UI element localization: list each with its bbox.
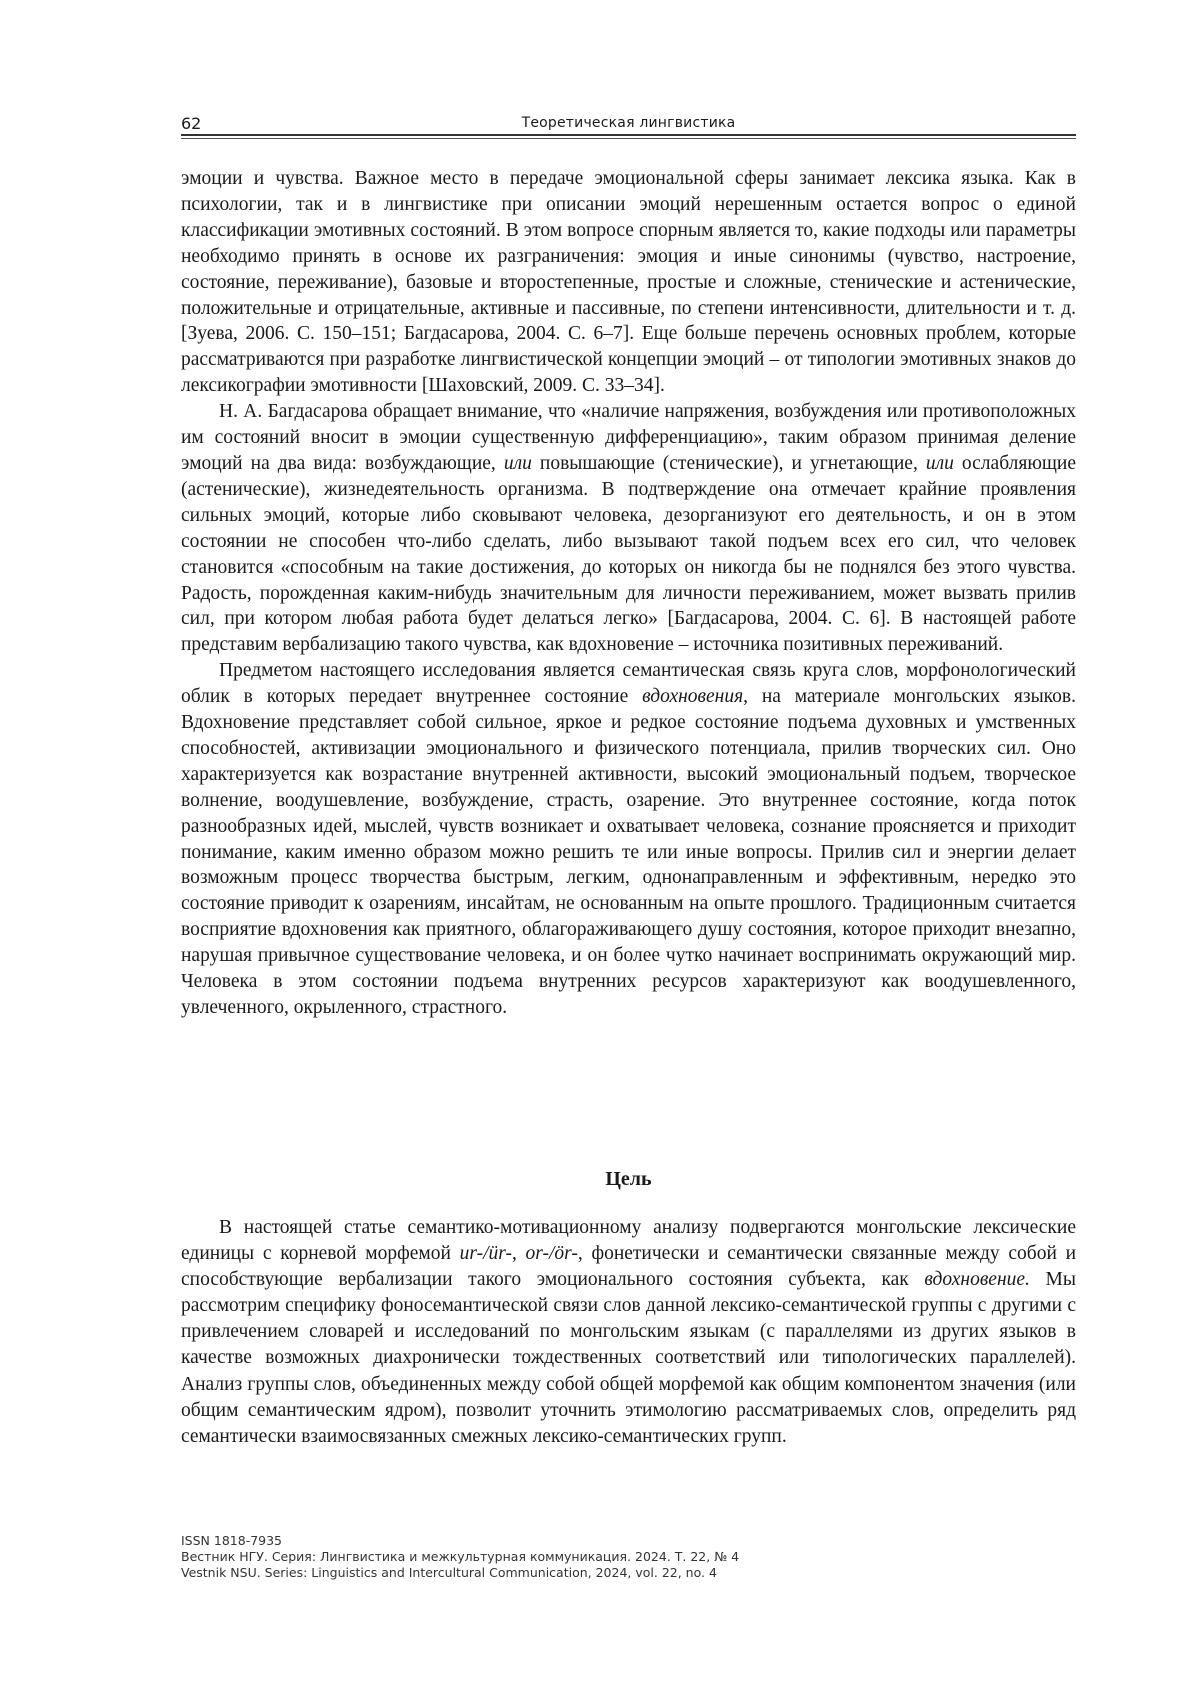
footer xyxy=(181,1533,1076,1581)
paragraph-3 xyxy=(181,658,1076,1021)
morpheme-2: or-/ör- xyxy=(526,1243,578,1264)
footer-issn: ISSN 1818-7935 xyxy=(181,1533,1076,1549)
main-text xyxy=(181,166,1076,1021)
page xyxy=(181,0,1076,1697)
paragraph-1: эмоции и чувства. Важное место в передаче эмоциональной сферы занимает лексика языка. Как в психологии, так и в лингвистике при описании эмоций нерешенным остается вопрос о единой классификации эмотивных состояний. В этом вопросе спорным является то, какие подходы или параметры необходимо принять в основе их разграничения: эмоция и иные синонимы (чувство, настроение, состояние, переживание), базовые и второстепенные, простые и сложные, стенические и астенические, положительные и отрицательные, активные и пассивные, по степени интенсивности, длительности и т. д. [Зуева, 2006. С. 150–151; Багдасарова, 2004. С. 6–7]. Еще больше перечень основных проблем, которые рассматриваются при разработке лингвистической концепции эмоций – от типологии эмотивных знаков до лексикографии эмотивности [Шаховский, 2009. С. 33–34]. xyxy=(181,166,1076,399)
paragraph-2-part-b: повышающие (стенические), и угнетающие, xyxy=(532,453,926,474)
goal-paragraph xyxy=(181,1215,1076,1450)
paragraph-2 xyxy=(181,399,1076,658)
emphasis-vdokhnovenie: вдохновение. xyxy=(924,1269,1029,1290)
goal-part-c: Мы рассмотрим специфику фоносемантической связи слов данной лексико-семантической группы с другими с привлечением словарей и исследований по монгольским языкам (с параллелями из других языков в качестве возможных диахронически тождественных соответствий или типологических параллелей). Анализ группы слов, объединенных между собой общей морфемой как общим компонентом значения (или общим семантическим ядром), позволит уточнить этимологию рассматриваемых слов, определить ряд семантически взаимосвязанных смежных лексико-семантических групп. xyxy=(181,1269,1076,1447)
goal-text xyxy=(181,1215,1076,1450)
paragraph-2-part-a: Н. А. Багдасарова обращает внимание, что «наличие напряжения, возбуждения или противоположных им состояний вносит в эмоции существенную дифференциацию», таким образом принимая деление эмоций на два вида: возбуждающие, xyxy=(181,401,1076,474)
emphasis-inspiration: вдохновения xyxy=(642,686,743,707)
goal-part-a: В настоящей статье семантико-мотивационному анализу подвергаются монгольские лексические единицы с корневой морфемой xyxy=(181,1217,1076,1264)
footer-journal-en: Vestnik NSU. Series: Linguistics and Intercultural Communication, 2024, vol. 22, no. 4 xyxy=(181,1565,1076,1581)
morpheme-1: ur-/ür- xyxy=(460,1243,512,1264)
footer-journal-ru: Вестник НГУ. Серия: Лингвистика и межкультурная коммуникация. 2024. Т. 22, № 4 xyxy=(181,1549,1076,1565)
emphasis-or-1: или xyxy=(504,453,532,474)
header-rule xyxy=(181,134,1076,136)
paragraph-3-part-a: Предметом настоящего исследования является семантическая связь круга слов, морфонологический облик в которых передает внутреннее состояние xyxy=(181,660,1076,707)
section-heading: Цель xyxy=(181,1168,1076,1191)
running-head xyxy=(181,112,1076,136)
morpheme-separator: , xyxy=(512,1243,526,1264)
emphasis-or-2: или xyxy=(926,453,954,474)
page-number: 62 xyxy=(181,114,201,133)
running-section-title: Теоретическая лингвистика xyxy=(181,115,1076,131)
paragraph-3-part-b: , на материале монгольских языков. Вдохновение представляет собой сильное, яркое и редкое состояние подъема духовных и умственных способностей, активизации эмоционального и физического потенциала, прилив творческих сил. Оно характеризуется как возрастание внутренней активности, высокий эмоциональный подъем, творческое волнение, воодушевление, возбуждение, страсть, озарение. Это внутреннее состояние, когда поток разнообразных идей, мыслей, чувств возникает и охватывает человека, сознание проясняется и приходит понимание, каким именно образом можно решить те или иные вопросы. Прилив сил и энергии делает возможным процесс творчества быстрым, легким, однонаправленным и эффективным, нередко это состояние приводит к озарениям, инсайтам, не основанным на опыте прошлого. Традиционным считается восприятие вдохновения как приятного, облагораживающего душу состояния, которое приходит внезапно, нарушая привычное существование человека, и он более чутко начинает воспринимать окружающий мир. Человека в этом состоянии подъема внутренних ресурсов характеризуют как воодушевленного, увлеченного, окрыленного, страстного. xyxy=(181,686,1076,1018)
header-rule-thin xyxy=(181,138,1076,139)
goal-part-b: , фонетически и семантически связанные между собой и способствующие вербализации такого эмоционального состояния субъекта, как xyxy=(181,1243,1076,1290)
paragraph-2-part-c: ослабляющие (астенические), жизнедеятельность организма. В подтверждение она отмечает крайние проявления сильных эмоций, которые либо сковывают человека, дезорганизуют его деятельность, и он в этом состоянии не способен что-либо сделать, либо вызывают такой подъем всех его сил, что человек становится «способным на такие достижения, до которых он никогда бы не поднялся без этого чувства. Радость, порожденная каким-нибудь значительным для личности переживанием, может вызвать прилив сил, при котором любая работа будет делаться легко» [Багдасарова, 2004. С. 6]. В настоящей работе представим вербализацию такого чувства, как вдохновение – источника позитивных переживаний. xyxy=(181,453,1076,655)
